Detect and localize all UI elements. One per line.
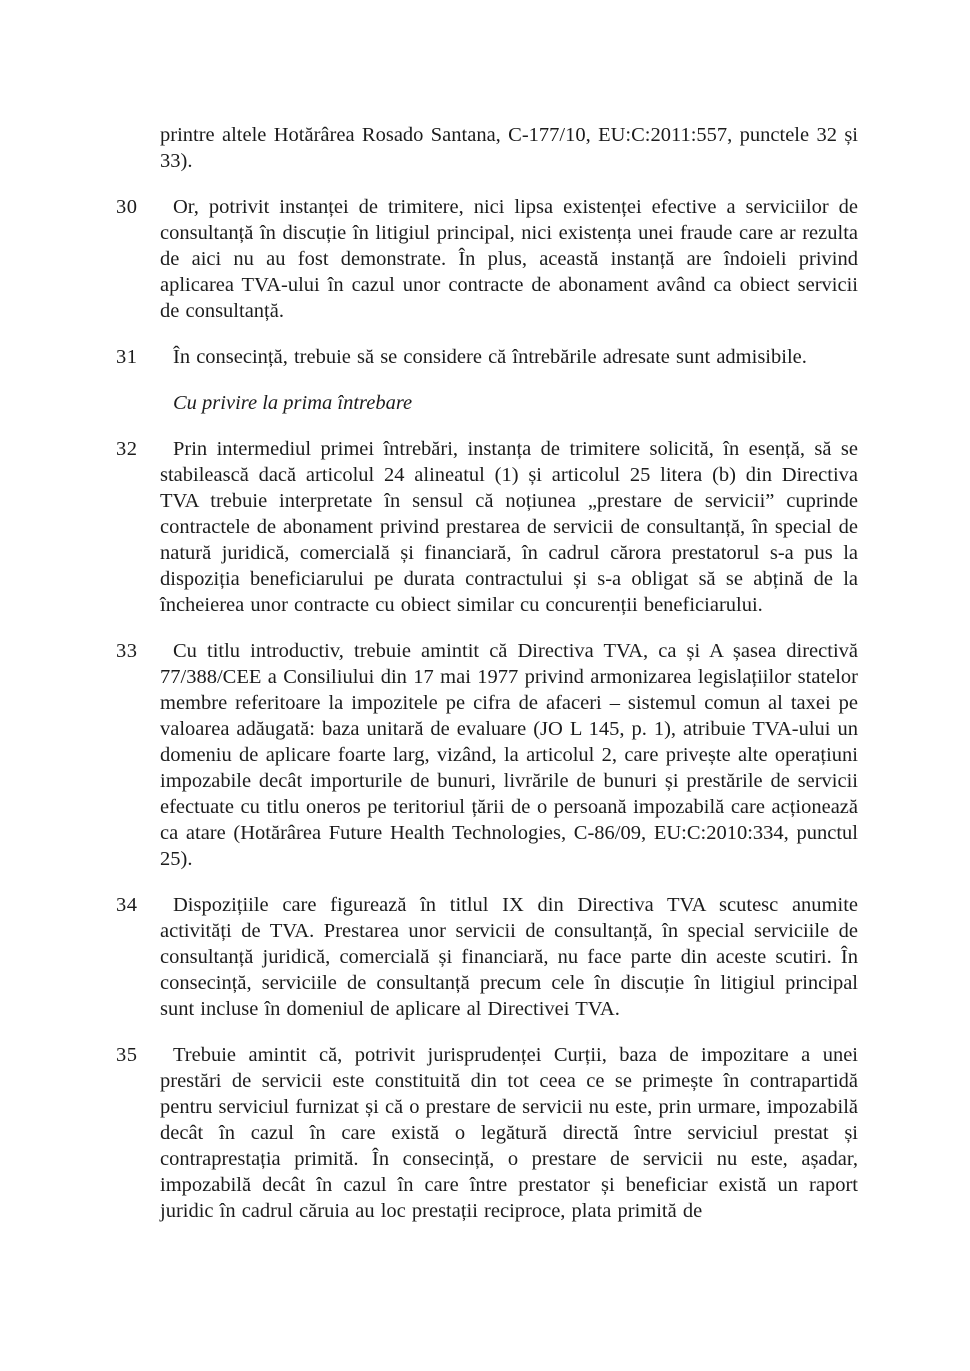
paragraph-33: [116, 638, 858, 872]
paragraph-text: În consecință, trebuie să se considere că întrebările adresate sunt admisibile.: [173, 346, 807, 368]
paragraph-35: [116, 1042, 858, 1224]
page-content: [116, 122, 858, 1244]
paragraph-text: Dispozițiile care figurează în titlul IX din Directiva TVA scutesc anumite activități de TVA. Prestarea unor servicii de consultanță, în special serviciile de consultanță juridică, comercială și financiară, nu face parte din aceste scutiri. În consecință, serviciile de consultanță precum cele în discuție în litigiul principal sunt incluse în domeniul de aplicare al Directivei TVA.: [160, 894, 858, 1020]
paragraph-text: Prin intermediul primei întrebări, instanța de trimitere solicită, în esență, să se stabilească dacă articolul 24 alineatul (1) și articolul 25 litera (b) din Directiva TVA trebuie interpretate în sensul că noțiunea „prestare de servicii” cuprinde contractele de abonament privind prestarea de servicii de consultanță, în special de natură juridică, comercială și financiară, în cadrul cărora prestatorul s-a pus la dispoziția beneficiarului pe durata contractului și s-a obligat să se abțină de la încheierea unor contracte cu obiect similar cu concurenții beneficiarului.: [160, 438, 858, 616]
paragraph-continuation: [116, 122, 858, 174]
paragraph-text: printre altele Hotărârea Rosado Santana, C-177/10, EU:C:2011:557, punctele 32 și 33).: [160, 124, 858, 172]
paragraph-34: [116, 892, 858, 1022]
paragraph-text: Cu titlu introductiv, trebuie amintit că Directiva TVA, ca și A șasea directivă 77/388/CEE a Consiliului din 17 mai 1977 privind armonizarea legislațiilor statelor membre referitoare la impozitele pe cifra de afaceri – sistemul comun al taxei pe valoarea adăugată: baza unitară de evaluare (JO L 145, p. 1), atribuie TVA-ului un domeniu de aplicare foarte larg, vizând, la articolul 2, care privește alte operațiuni impozabile decât importurile de bunuri, livrările de bunuri și prestările de servicii efectuate cu titlu oneros pe teritoriul țării de o persoană impozabilă care acționează ca atare (Hotărârea Future Health Technologies, C-86/09, EU:C:2010:334, punctul 25).: [160, 640, 858, 870]
paragraph-31: [116, 344, 858, 370]
section-heading: Cu privire la prima întrebare: [173, 392, 413, 414]
paragraph-30: [116, 194, 858, 324]
paragraph-number: 30: [116, 196, 138, 218]
paragraph-text: Or, potrivit instanței de trimitere, nici lipsa existenței efective a serviciilor de consultanță în discuție în litigiul principal, nici existența unei fraude care ar rezulta de aici nu au fost demonstrate. În plus, această instanță are îndoieli privind aplicarea TVA-ului în cazul unor contracte de abonament având ca obiect servicii de consultanță.: [160, 196, 858, 322]
paragraph-32: [116, 436, 858, 618]
paragraph-number: 34: [116, 894, 138, 916]
paragraph-number: 35: [116, 1044, 138, 1066]
paragraph-text: Trebuie amintit că, potrivit jurisprudenței Curții, baza de impozitare a unei prestări de servicii este constituită din tot ceea ce se primește în contrapartidă pentru serviciul furnizat și că o prestare de servicii nu este, prin urmare, impozabilă decât în cazul în care există o legătură directă între serviciul prestat și contraprestația primită. În consecință, o prestare de servicii nu este, așadar, impozabilă decât în cazul în care între prestator și beneficiar există un raport juridic în cadrul căruia au loc prestații reciproce, plata primită de: [160, 1044, 858, 1222]
paragraph-number: 33: [116, 640, 138, 662]
paragraph-number: 32: [116, 438, 138, 460]
paragraph-number: 31: [116, 346, 138, 368]
